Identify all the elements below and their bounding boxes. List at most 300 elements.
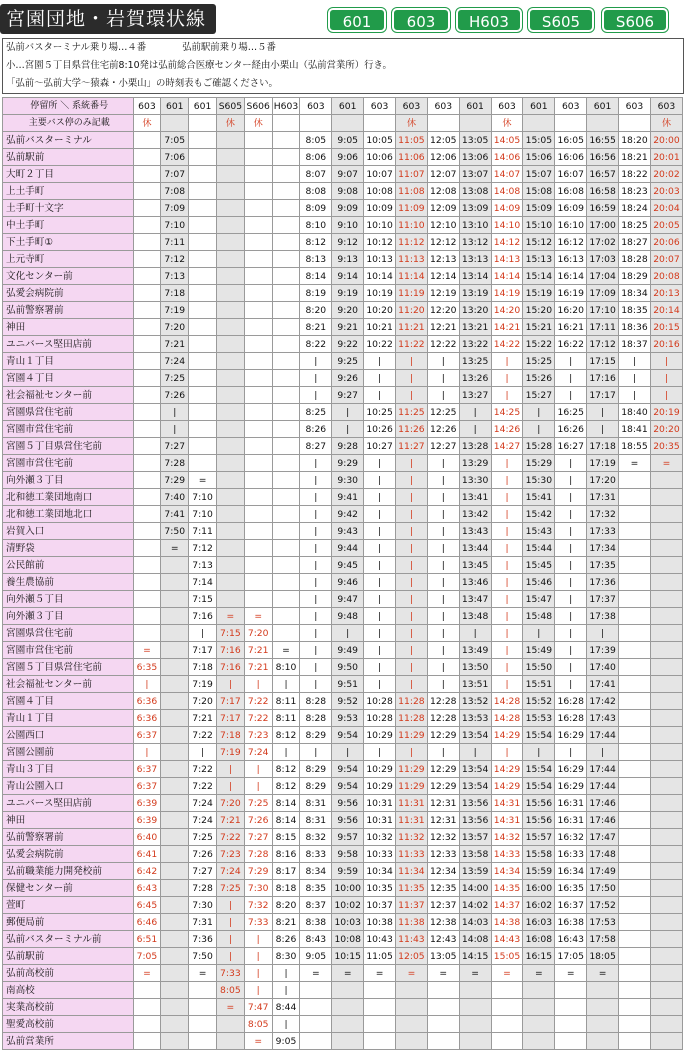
time-cell: 16:55 bbox=[587, 132, 619, 149]
time-cell: 8:11 bbox=[272, 693, 300, 710]
stop-name: 宮園４丁目 bbox=[3, 693, 134, 710]
stop-name: 弘前駅前 bbox=[3, 149, 134, 166]
time-cell bbox=[189, 438, 217, 455]
time-cell: 17:32 bbox=[587, 506, 619, 523]
time-cell bbox=[189, 268, 217, 285]
stop-name: 弘前バスターミナル bbox=[3, 132, 134, 149]
time-cell: 6:51 bbox=[133, 931, 161, 948]
time-cell: 10:07 bbox=[364, 166, 396, 183]
time-cell: 9:30 bbox=[332, 472, 364, 489]
time-cell: 13:07 bbox=[459, 166, 491, 183]
time-cell: 13:46 bbox=[459, 574, 491, 591]
time-cell bbox=[619, 982, 651, 999]
time-cell bbox=[272, 268, 300, 285]
table-row bbox=[3, 625, 683, 642]
time-cell: 15:43 bbox=[523, 523, 555, 540]
time-cell bbox=[133, 336, 161, 353]
stop-name: 大町２丁目 bbox=[3, 166, 134, 183]
time-cell: 9:27 bbox=[332, 387, 364, 404]
time-cell: 11:09 bbox=[395, 200, 427, 217]
time-cell: 14:33 bbox=[491, 846, 523, 863]
time-cell: | bbox=[300, 353, 332, 370]
time-cell: = bbox=[587, 965, 619, 982]
time-cell: | bbox=[395, 455, 427, 472]
route-number: 603 bbox=[395, 98, 427, 115]
time-cell bbox=[650, 472, 682, 489]
stop-name: 養生農協前 bbox=[3, 574, 134, 591]
time-cell bbox=[272, 217, 300, 234]
time-cell: 9:28 bbox=[332, 438, 364, 455]
time-cell: 9:59 bbox=[332, 863, 364, 880]
time-cell: | bbox=[427, 353, 459, 370]
time-cell: 10:29 bbox=[364, 778, 396, 795]
time-cell: 7:33 bbox=[244, 914, 272, 931]
time-cell: | bbox=[555, 472, 587, 489]
table-row bbox=[3, 965, 683, 982]
time-cell: 16:09 bbox=[555, 200, 587, 217]
time-cell bbox=[133, 1016, 161, 1033]
time-cell bbox=[300, 982, 332, 999]
time-cell: 20:14 bbox=[650, 302, 682, 319]
time-cell: | bbox=[395, 625, 427, 642]
time-cell: 9:45 bbox=[332, 557, 364, 574]
time-cell bbox=[272, 353, 300, 370]
time-cell: 10:08 bbox=[332, 931, 364, 948]
time-cell: 15:54 bbox=[523, 727, 555, 744]
time-cell: 9:22 bbox=[332, 336, 364, 353]
time-cell bbox=[161, 676, 189, 693]
time-cell bbox=[650, 540, 682, 557]
time-cell: 15:27 bbox=[523, 387, 555, 404]
time-cell: 20:07 bbox=[650, 251, 682, 268]
time-cell bbox=[244, 200, 272, 217]
time-cell: 7:11 bbox=[161, 234, 189, 251]
table-row bbox=[3, 166, 683, 183]
time-cell: | bbox=[459, 421, 491, 438]
time-cell: 9:54 bbox=[332, 761, 364, 778]
time-cell: 8:14 bbox=[300, 268, 332, 285]
time-cell: 9:12 bbox=[332, 234, 364, 251]
time-cell: 13:09 bbox=[459, 200, 491, 217]
time-cell bbox=[650, 591, 682, 608]
time-cell: | bbox=[244, 931, 272, 948]
table-row bbox=[3, 948, 683, 965]
time-cell: 7:21 bbox=[161, 336, 189, 353]
time-cell: 10:08 bbox=[364, 183, 396, 200]
time-cell: 17:38 bbox=[587, 608, 619, 625]
time-cell bbox=[650, 574, 682, 591]
time-cell: | bbox=[300, 489, 332, 506]
time-cell: | bbox=[395, 387, 427, 404]
time-cell bbox=[587, 982, 619, 999]
stop-name: ユニバース堅田店前 bbox=[3, 795, 134, 812]
time-cell: | bbox=[491, 387, 523, 404]
route-number: 601 bbox=[161, 98, 189, 115]
time-cell bbox=[161, 778, 189, 795]
time-cell: 12:27 bbox=[427, 438, 459, 455]
time-cell: 16:03 bbox=[523, 914, 555, 931]
time-cell bbox=[272, 438, 300, 455]
time-cell: | bbox=[244, 948, 272, 965]
time-cell: 15:28 bbox=[523, 438, 555, 455]
time-cell bbox=[161, 625, 189, 642]
time-cell: 10:10 bbox=[364, 217, 396, 234]
time-cell: 17:36 bbox=[587, 574, 619, 591]
time-cell: 7:12 bbox=[189, 540, 217, 557]
time-cell: 13:53 bbox=[459, 710, 491, 727]
time-cell: 8:05 bbox=[244, 1016, 272, 1033]
time-cell: | bbox=[427, 625, 459, 642]
time-cell: | bbox=[555, 659, 587, 676]
time-cell: 13:54 bbox=[459, 761, 491, 778]
time-cell: | bbox=[555, 489, 587, 506]
time-cell bbox=[216, 200, 244, 217]
time-cell: 16:15 bbox=[523, 948, 555, 965]
time-cell: 18:37 bbox=[619, 336, 651, 353]
time-cell: 6:39 bbox=[133, 795, 161, 812]
time-cell bbox=[650, 489, 682, 506]
time-cell bbox=[272, 472, 300, 489]
time-cell: 17:41 bbox=[587, 676, 619, 693]
time-cell: 13:05 bbox=[427, 948, 459, 965]
time-cell: 7:16 bbox=[189, 608, 217, 625]
time-cell: | bbox=[555, 557, 587, 574]
time-cell: 13:05 bbox=[459, 132, 491, 149]
holiday-mark: 休 bbox=[491, 115, 523, 132]
time-cell bbox=[161, 795, 189, 812]
table-row bbox=[3, 489, 683, 506]
time-cell: 14:29 bbox=[491, 727, 523, 744]
time-cell bbox=[619, 931, 651, 948]
time-cell bbox=[133, 285, 161, 302]
time-cell bbox=[244, 183, 272, 200]
time-cell: | bbox=[395, 591, 427, 608]
time-cell: 16:38 bbox=[555, 914, 587, 931]
time-cell bbox=[272, 608, 300, 625]
time-cell bbox=[161, 999, 189, 1016]
time-cell: 8:07 bbox=[300, 166, 332, 183]
stop-name: 岩賀入口 bbox=[3, 523, 134, 540]
time-cell: 14:09 bbox=[491, 200, 523, 217]
time-cell: 9:05 bbox=[272, 1033, 300, 1050]
time-cell bbox=[272, 506, 300, 523]
time-cell: = bbox=[619, 455, 651, 472]
stop-name: 聖愛高校前 bbox=[3, 1016, 134, 1033]
timetable-grid bbox=[2, 97, 683, 1047]
time-cell: 13:42 bbox=[459, 506, 491, 523]
time-cell: = bbox=[395, 965, 427, 982]
time-cell: 18:21 bbox=[619, 149, 651, 166]
time-cell: 14:07 bbox=[491, 166, 523, 183]
table-row bbox=[3, 455, 683, 472]
time-cell bbox=[619, 523, 651, 540]
time-cell bbox=[244, 591, 272, 608]
time-cell: | bbox=[300, 642, 332, 659]
time-cell: 10:05 bbox=[364, 132, 396, 149]
time-cell: 8:09 bbox=[300, 200, 332, 217]
time-cell bbox=[216, 591, 244, 608]
time-cell: 14:05 bbox=[491, 132, 523, 149]
time-cell: | bbox=[244, 761, 272, 778]
holiday-mark bbox=[332, 115, 364, 132]
time-cell: 15:25 bbox=[523, 353, 555, 370]
time-cell: 7:26 bbox=[189, 846, 217, 863]
time-cell: 15:41 bbox=[523, 489, 555, 506]
time-cell: 12:14 bbox=[427, 268, 459, 285]
time-cell bbox=[619, 676, 651, 693]
time-cell: 8:27 bbox=[300, 438, 332, 455]
time-cell: 16:32 bbox=[555, 829, 587, 846]
time-cell: 18:29 bbox=[619, 268, 651, 285]
time-cell: | bbox=[491, 744, 523, 761]
time-cell: | bbox=[300, 506, 332, 523]
time-cell bbox=[587, 1033, 619, 1050]
time-cell bbox=[216, 387, 244, 404]
time-cell: 11:10 bbox=[395, 217, 427, 234]
time-cell bbox=[216, 319, 244, 336]
time-cell: 17:11 bbox=[587, 319, 619, 336]
time-cell bbox=[189, 251, 217, 268]
time-cell: 15:12 bbox=[523, 234, 555, 251]
time-cell bbox=[272, 251, 300, 268]
time-cell: = bbox=[300, 965, 332, 982]
time-cell: 16:31 bbox=[555, 795, 587, 812]
time-cell bbox=[189, 234, 217, 251]
time-cell: | bbox=[555, 353, 587, 370]
time-cell: 7:13 bbox=[189, 557, 217, 574]
time-cell: 17:03 bbox=[587, 251, 619, 268]
time-cell bbox=[244, 489, 272, 506]
route-header-row bbox=[3, 98, 683, 115]
time-cell: 10:09 bbox=[364, 200, 396, 217]
time-cell: 12:31 bbox=[427, 812, 459, 829]
route-number: H603 bbox=[272, 98, 300, 115]
time-cell bbox=[244, 149, 272, 166]
time-cell: | bbox=[619, 370, 651, 387]
time-cell: | bbox=[244, 982, 272, 999]
time-cell bbox=[619, 727, 651, 744]
time-cell bbox=[216, 421, 244, 438]
time-cell: 15:19 bbox=[523, 285, 555, 302]
time-cell bbox=[161, 574, 189, 591]
time-cell: 7:24 bbox=[189, 812, 217, 829]
route-number: S606 bbox=[244, 98, 272, 115]
time-cell: | bbox=[216, 897, 244, 914]
time-cell: 9:46 bbox=[332, 574, 364, 591]
time-cell: | bbox=[555, 506, 587, 523]
time-cell: 7:19 bbox=[161, 302, 189, 319]
time-cell: 15:10 bbox=[523, 217, 555, 234]
route-number: 603 bbox=[491, 98, 523, 115]
time-cell bbox=[427, 999, 459, 1016]
time-cell: | bbox=[427, 506, 459, 523]
time-cell: 8:13 bbox=[300, 251, 332, 268]
time-cell bbox=[216, 506, 244, 523]
time-cell bbox=[332, 999, 364, 1016]
time-cell: | bbox=[587, 404, 619, 421]
time-cell: 14:19 bbox=[491, 285, 523, 302]
route-number: 603 bbox=[427, 98, 459, 115]
time-cell: | bbox=[395, 608, 427, 625]
time-cell: 13:47 bbox=[459, 591, 491, 608]
time-cell: 7:15 bbox=[216, 625, 244, 642]
time-cell bbox=[619, 1033, 651, 1050]
table-row bbox=[3, 336, 683, 353]
time-cell bbox=[133, 149, 161, 166]
time-cell: 12:29 bbox=[427, 761, 459, 778]
time-cell: 9:54 bbox=[332, 727, 364, 744]
time-cell bbox=[133, 353, 161, 370]
time-cell bbox=[650, 693, 682, 710]
time-cell: 7:22 bbox=[189, 778, 217, 795]
time-cell bbox=[244, 217, 272, 234]
time-cell: | bbox=[427, 642, 459, 659]
time-cell: 14:15 bbox=[459, 948, 491, 965]
time-cell: 16:57 bbox=[587, 166, 619, 183]
time-cell: = bbox=[133, 965, 161, 982]
time-cell: | bbox=[491, 455, 523, 472]
time-cell: 13:41 bbox=[459, 489, 491, 506]
time-cell: = bbox=[555, 965, 587, 982]
time-cell bbox=[189, 353, 217, 370]
time-cell bbox=[332, 982, 364, 999]
time-cell: | bbox=[189, 625, 217, 642]
holiday-row bbox=[3, 115, 683, 132]
time-cell: 13:52 bbox=[459, 693, 491, 710]
time-cell: 16:02 bbox=[523, 897, 555, 914]
time-cell bbox=[189, 982, 217, 999]
time-cell: | bbox=[395, 642, 427, 659]
time-cell bbox=[272, 557, 300, 574]
time-cell: | bbox=[364, 591, 396, 608]
time-cell bbox=[427, 1033, 459, 1050]
stop-name: 土手町十文字 bbox=[3, 200, 134, 217]
time-cell: 8:33 bbox=[300, 846, 332, 863]
time-cell: 10:29 bbox=[364, 761, 396, 778]
time-cell: 15:54 bbox=[523, 761, 555, 778]
time-cell: | bbox=[300, 591, 332, 608]
time-cell bbox=[161, 744, 189, 761]
time-cell: 7:21 bbox=[216, 812, 244, 829]
time-cell bbox=[272, 455, 300, 472]
time-cell bbox=[364, 1016, 396, 1033]
time-cell: 7:07 bbox=[161, 166, 189, 183]
time-cell: | bbox=[395, 370, 427, 387]
time-cell bbox=[523, 982, 555, 999]
time-cell: 8:22 bbox=[300, 336, 332, 353]
time-cell bbox=[189, 455, 217, 472]
time-cell bbox=[523, 1016, 555, 1033]
time-cell bbox=[650, 625, 682, 642]
time-cell bbox=[619, 778, 651, 795]
time-cell: 7:17 bbox=[216, 710, 244, 727]
time-cell: 8:31 bbox=[300, 812, 332, 829]
time-cell: 14:21 bbox=[491, 319, 523, 336]
time-cell: 7:31 bbox=[189, 914, 217, 931]
time-cell bbox=[133, 625, 161, 642]
time-cell: 16:19 bbox=[555, 285, 587, 302]
time-cell: | bbox=[300, 540, 332, 557]
time-cell: 6:45 bbox=[133, 897, 161, 914]
stop-name: 弘愛会病院前 bbox=[3, 285, 134, 302]
time-cell bbox=[650, 557, 682, 574]
time-cell: 15:51 bbox=[523, 676, 555, 693]
time-cell: 7:22 bbox=[216, 829, 244, 846]
stop-name: 向外瀬３丁目 bbox=[3, 472, 134, 489]
time-cell: 9:44 bbox=[332, 540, 364, 557]
time-cell: 16:58 bbox=[587, 183, 619, 200]
time-cell bbox=[189, 370, 217, 387]
stop-name: 弘前バスターミナル前 bbox=[3, 931, 134, 948]
time-cell bbox=[133, 472, 161, 489]
time-cell: 12:28 bbox=[427, 710, 459, 727]
time-cell: 13:56 bbox=[459, 812, 491, 829]
time-cell: 13:51 bbox=[459, 676, 491, 693]
time-cell: 17:02 bbox=[587, 234, 619, 251]
time-cell: | bbox=[427, 455, 459, 472]
time-cell: 11:27 bbox=[395, 438, 427, 455]
time-cell bbox=[650, 897, 682, 914]
time-cell: 7:28 bbox=[189, 880, 217, 897]
time-cell bbox=[272, 370, 300, 387]
time-cell: 14:12 bbox=[491, 234, 523, 251]
time-cell: 12:25 bbox=[427, 404, 459, 421]
time-cell bbox=[364, 1033, 396, 1050]
time-cell bbox=[272, 574, 300, 591]
time-cell: 9:58 bbox=[332, 846, 364, 863]
time-cell: 10:38 bbox=[364, 914, 396, 931]
time-cell: 8:11 bbox=[272, 710, 300, 727]
stop-name: 清野袋 bbox=[3, 540, 134, 557]
stop-name: 弘前高校前 bbox=[3, 965, 134, 982]
time-cell: 7:27 bbox=[161, 438, 189, 455]
time-cell: 10:02 bbox=[332, 897, 364, 914]
time-cell bbox=[244, 370, 272, 387]
time-cell: 7:11 bbox=[189, 523, 217, 540]
time-cell: | bbox=[491, 659, 523, 676]
time-cell bbox=[161, 897, 189, 914]
time-cell bbox=[364, 999, 396, 1016]
time-cell: | bbox=[216, 948, 244, 965]
time-cell: | bbox=[272, 965, 300, 982]
time-cell: 16:00 bbox=[523, 880, 555, 897]
time-cell: 11:32 bbox=[395, 829, 427, 846]
time-cell: 8:34 bbox=[300, 863, 332, 880]
time-cell bbox=[272, 183, 300, 200]
time-cell: 9:51 bbox=[332, 676, 364, 693]
time-cell: 16:28 bbox=[555, 710, 587, 727]
time-cell: 20:20 bbox=[650, 421, 682, 438]
time-cell: | bbox=[491, 591, 523, 608]
time-cell bbox=[216, 523, 244, 540]
time-cell: | bbox=[650, 387, 682, 404]
time-cell: 14:38 bbox=[491, 914, 523, 931]
time-cell bbox=[272, 285, 300, 302]
time-cell bbox=[216, 557, 244, 574]
time-cell: 15:53 bbox=[523, 710, 555, 727]
stop-name: 宮園５丁目県営住宅前 bbox=[3, 659, 134, 676]
time-cell bbox=[619, 761, 651, 778]
time-cell: 9:14 bbox=[332, 268, 364, 285]
time-cell: 18:41 bbox=[619, 421, 651, 438]
time-cell: 10:27 bbox=[364, 438, 396, 455]
time-cell: 7:21 bbox=[244, 642, 272, 659]
time-cell: | bbox=[364, 370, 396, 387]
route-badge-603: 603 bbox=[392, 8, 450, 32]
time-cell: | bbox=[587, 625, 619, 642]
route-badge-601: 601 bbox=[328, 8, 386, 32]
time-cell: 16:29 bbox=[555, 727, 587, 744]
